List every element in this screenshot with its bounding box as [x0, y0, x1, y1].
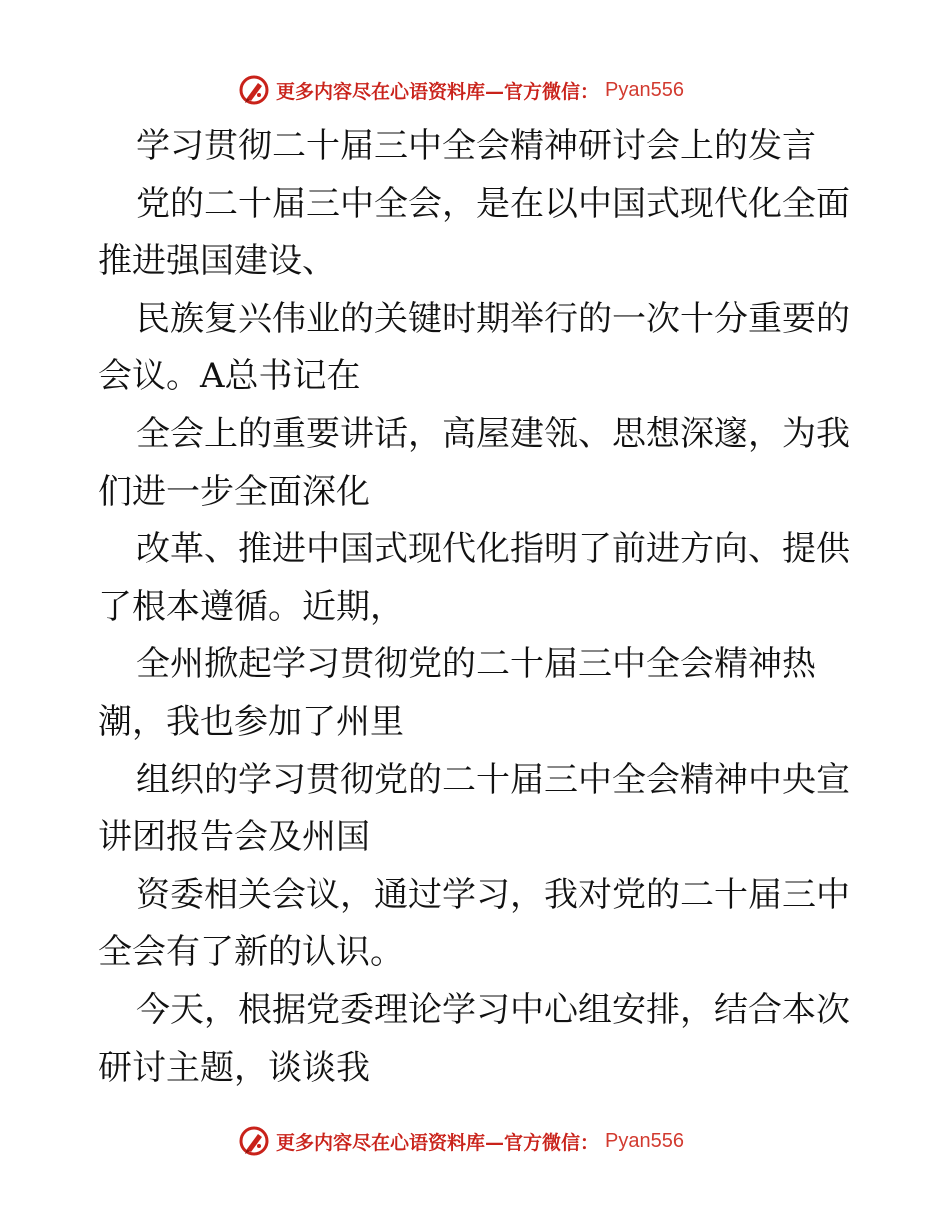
watermark-account: Pyan556 [605, 78, 684, 101]
pen-circle-logo-icon [238, 1125, 270, 1157]
pen-circle-logo-icon [238, 74, 270, 106]
document-text-line: 们进一步全面深化 [98, 471, 370, 512]
document-text-line: 今天，根据党委理论学习中心组安排，结合本次 [136, 989, 850, 1030]
document-text-line: 潮，我也参加了州里 [98, 701, 404, 742]
document-text-line: 组织的学习贯彻党的二十届三中全会精神中央宣 [136, 759, 850, 800]
document-text-line: 全会上的重要讲话，高屋建瓴、思想深邃，为我 [136, 413, 850, 454]
document-text-line: 会议。A总书记在 [98, 356, 361, 397]
document-text-line: 党的二十届三中全会，是在以中国式现代化全面 [136, 183, 850, 224]
document-text-line: 了根本遵循。近期， [98, 586, 404, 627]
document-text-line: 改革、推进中国式现代化指明了前进方向、提供 [136, 529, 850, 570]
header-watermark [238, 72, 684, 108]
watermark-text: 更多内容尽在心语资料库—官方微信： [276, 1131, 600, 1154]
document-body [98, 118, 858, 1097]
document-text-line: 全会有了新的认识。 [98, 932, 404, 973]
watermark-text: 更多内容尽在心语资料库—官方微信： [276, 80, 600, 103]
document-text-line: 民族复兴伟业的关键时期举行的一次十分重要的 [136, 298, 850, 339]
document-text-line: 资委相关会议，通过学习，我对党的二十届三中 [136, 874, 850, 915]
document-text-line: 推进强国建设、 [98, 241, 336, 282]
watermark-account: Pyan556 [605, 1129, 684, 1152]
document-text-line: 研讨主题，谈谈我 [98, 1047, 370, 1088]
document-text-line: 全州掀起学习贯彻党的二十届三中全会精神热 [136, 644, 816, 685]
document-text-line: 讲团报告会及州国 [98, 817, 370, 858]
footer-watermark [238, 1123, 684, 1159]
document-title-line: 学习贯彻二十届三中全会精神研讨会上的发言 [136, 126, 816, 166]
